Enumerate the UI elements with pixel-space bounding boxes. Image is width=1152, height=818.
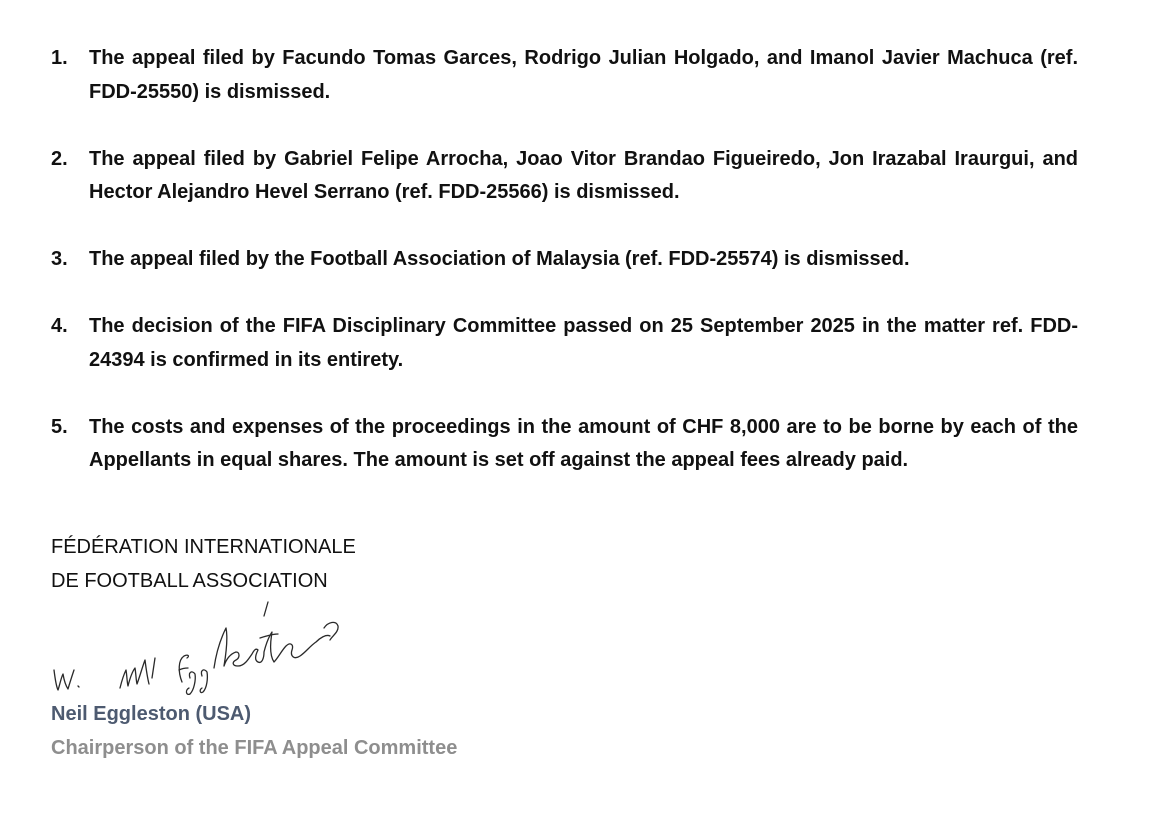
organization-line-2: DE FOOTBALL ASSOCIATION <box>51 569 328 592</box>
decision-text: The costs and expenses of the proceedings in the amount of CHF 8,000 are to be borne by each of the Appellants in equal shares. The amount is set off against the appeal fees already paid. <box>89 415 1078 471</box>
decision-text: The decision of the FIFA Disciplinary Committee passed on 25 September 2025 in the matter ref. FDD-24394 is confirmed in its entirety. <box>89 315 1078 371</box>
decision-text: The appeal filed by the Football Association of Malaysia (ref. FDD-25574) is dismissed. <box>89 248 910 270</box>
decision-text: The appeal filed by Gabriel Felipe Arrocha, Joao Vitor Brandao Figueiredo, Jon Irazabal Iraurgui, and Hector Alejandro Hevel Serrano (ref. FDD-25566) is dismissed. <box>89 147 1078 203</box>
decision-number: 2. <box>51 147 68 170</box>
decision-item <box>51 310 1078 377</box>
decision-number: 4. <box>51 315 68 337</box>
signatory-title: Chairperson of the FIFA Appeal Committee <box>51 737 458 759</box>
decision-item <box>51 243 1078 277</box>
decision-number: 3. <box>51 248 68 270</box>
organization-line-1: FÉDÉRATION INTERNATIONALE <box>51 536 356 558</box>
decision-text: The appeal filed by Facundo Tomas Garces, Rodrigo Julian Holgado, and Imanol Javier Machuca (ref. FDD-25550) is dismissed. <box>89 47 1078 103</box>
decision-number: 5. <box>51 415 68 438</box>
decision-list <box>51 42 1078 478</box>
organization-name <box>51 531 356 598</box>
decision-item <box>51 42 1078 109</box>
decision-item <box>51 411 1078 478</box>
decision-item <box>51 143 1078 210</box>
signature-icon <box>50 598 350 702</box>
signatory-name: Neil Eggleston (USA) <box>51 703 252 725</box>
decision-number: 1. <box>51 47 68 69</box>
